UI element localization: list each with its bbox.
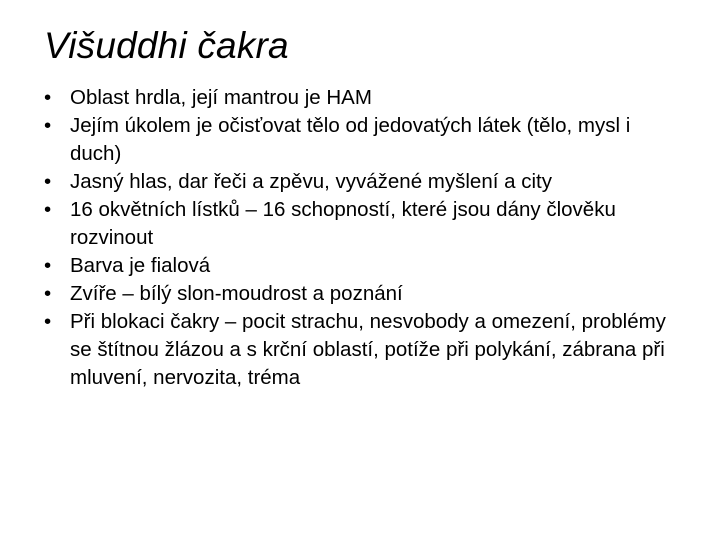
- bullet-item: [44, 280, 684, 308]
- bullet-text: Při blokaci čakry – pocit strachu, nesvobody a omezení, problémy se štítnou žlázou a s krční oblastí, potíže při polykání, zábrana při mluvení, nervozita, tréma: [70, 310, 666, 389]
- bullet-icon: •: [44, 254, 52, 277]
- bullet-item: [44, 112, 684, 168]
- bullet-item: [44, 252, 684, 280]
- bullet-text: Jasný hlas, dar řeči a zpěvu, vyvážené myšlení a city: [70, 170, 552, 193]
- bullet-text: Barva je fialová: [70, 254, 211, 277]
- bullet-text: Oblast hrdla, její mantrou je HAM: [70, 86, 372, 109]
- bullet-icon: •: [44, 310, 52, 333]
- bullet-icon: •: [44, 114, 52, 137]
- bullet-item: [44, 308, 684, 392]
- bullet-text: 16 okvětních lístků – 16 schopností, které jsou dány člověku rozvinout: [70, 198, 616, 249]
- bullet-icon: •: [44, 198, 52, 221]
- bullet-item: [44, 196, 684, 252]
- bullet-icon: •: [44, 170, 52, 193]
- bullet-item: [44, 168, 684, 196]
- bullet-list: [44, 84, 684, 392]
- bullet-icon: •: [44, 282, 52, 305]
- bullet-text: Jejím úkolem je očisťovat tělo od jedovatých látek (tělo, mysl i duch): [70, 114, 631, 165]
- bullet-text: Zvíře – bílý slon-moudrost a poznání: [70, 282, 403, 305]
- slide-title: Višuddhi čakra: [44, 25, 289, 66]
- bullet-item: [44, 84, 684, 112]
- bullet-icon: •: [44, 86, 52, 109]
